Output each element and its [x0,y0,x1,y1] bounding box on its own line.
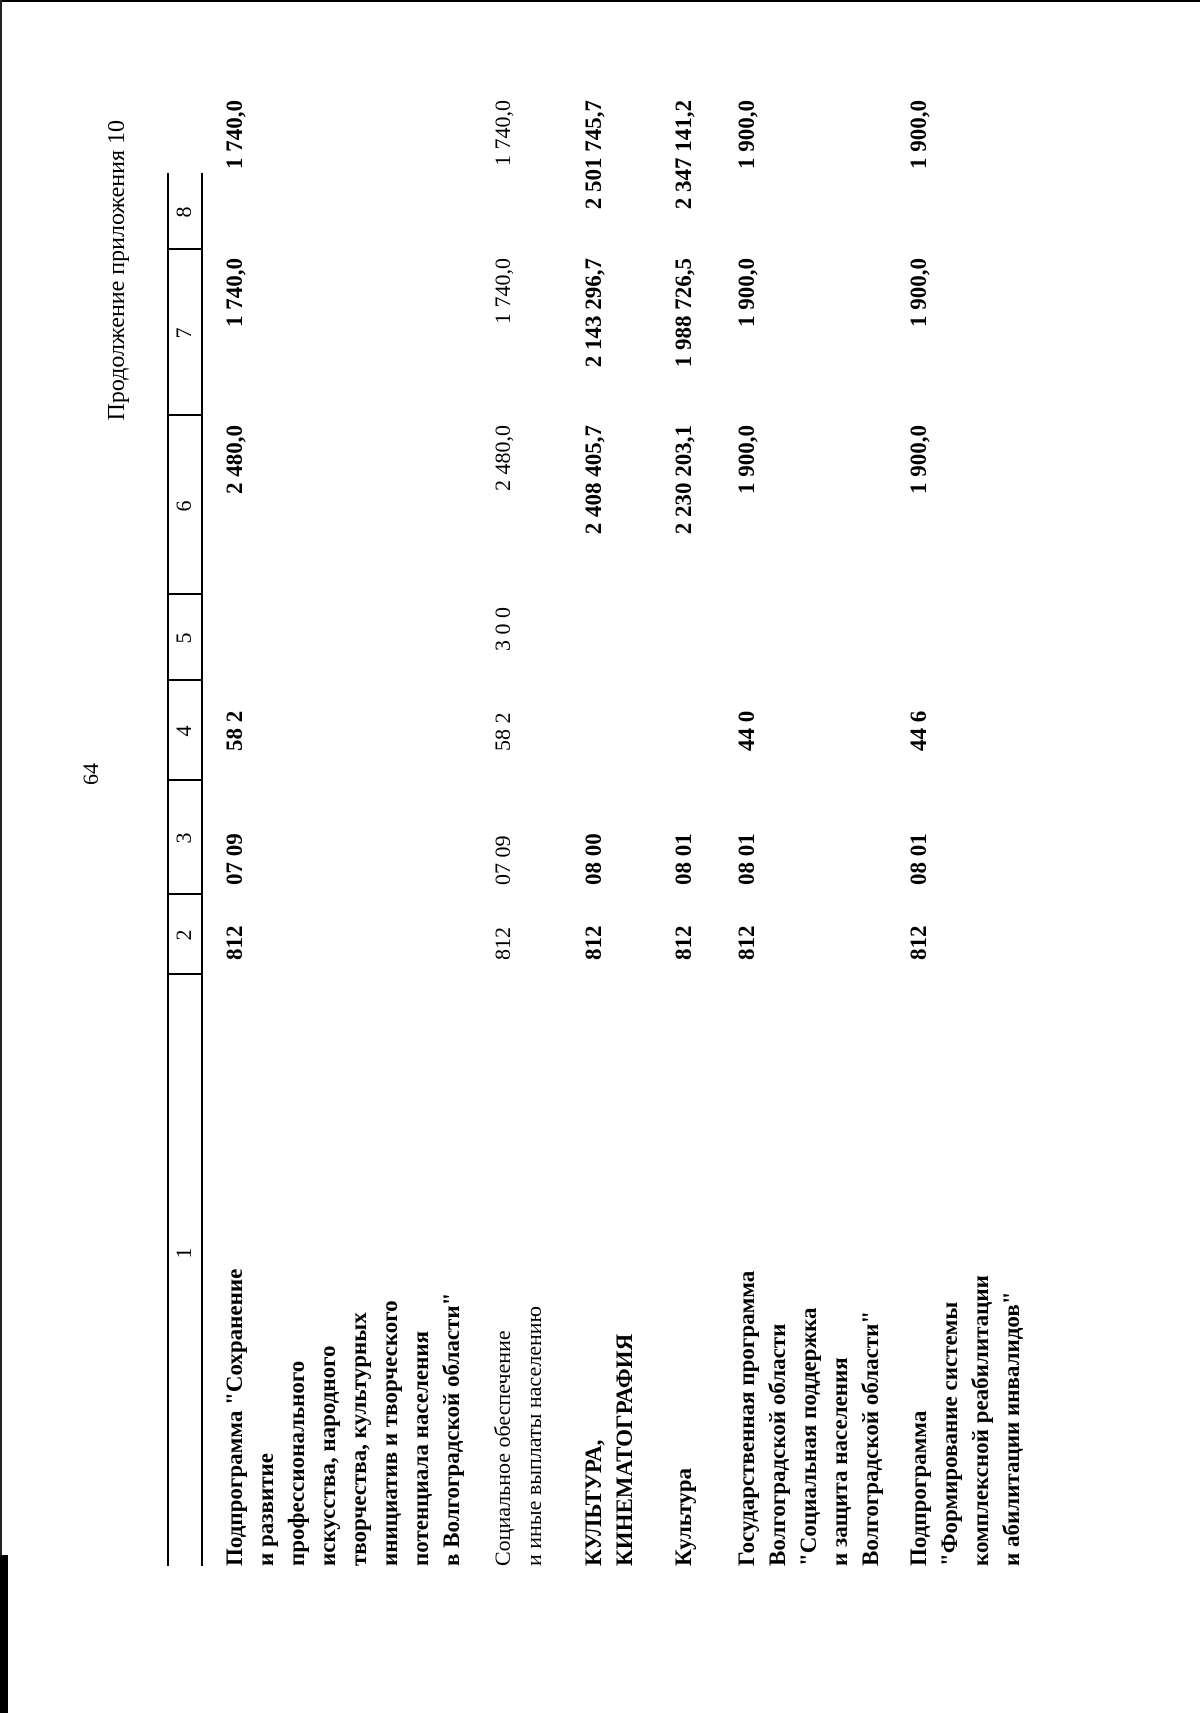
row-name [487,1306,549,1566]
header-top-rule [167,173,169,1566]
row-name-line: Волгоградской области" [858,1310,883,1566]
cell-c2: 812 [222,925,247,960]
row-name-line: Подпрограмма [906,1410,931,1566]
cell-c8: 1 740,0 [222,100,247,169]
row-name-line: "Социальная поддержка [796,1307,821,1566]
cell-c3: 08 00 [581,833,606,885]
cell-c4: 44 0 [734,710,759,751]
header-divider [167,680,201,682]
row-name-line: искусства, народного [315,1345,340,1566]
cell-c7: 1 900,0 [734,258,759,327]
cell-c7: 1 740,0 [222,258,247,327]
row-name-line: Социальное обеспечение [490,1330,515,1566]
cell-c6: 2 230 203,1 [671,425,696,535]
cell-c2: 812 [490,927,515,960]
column-header-5: 5 [171,632,196,644]
row-name-line: Государственная программа [734,1270,759,1566]
column-header-3: 3 [171,832,196,844]
cell-c2: 812 [581,925,606,960]
cell-c8: 1 900,0 [906,100,931,169]
row-name-line: и иные выплаты населению [521,1306,546,1566]
row-name-line: Подпрограмма "Сохранение [222,1268,247,1566]
row-name-line: и развитие [253,1453,278,1566]
row-name-line: творчества, культурных [346,1312,371,1566]
header-divider [167,780,201,782]
row-name-line: профессионального [284,1360,309,1566]
cell-c6: 2 480,0 [222,425,247,494]
row-name [578,1334,640,1566]
column-header-2: 2 [171,929,196,941]
column-header-4: 4 [171,725,196,737]
header-bottom-rule [201,173,203,1566]
header-divider [167,415,201,417]
row-name-line: комплексной реабилитации [968,1275,993,1566]
row-name-line: и абилитации инвалидов" [999,1291,1024,1566]
cell-c8: 2 347 141,2 [671,100,696,210]
cell-c6: 1 900,0 [734,425,759,494]
column-header-1: 1 [171,1247,196,1259]
row-name [903,1275,1027,1566]
row-name-line: КИНЕМАТОГРАФИЯ [612,1333,637,1566]
cell-c3: 08 01 [906,833,931,885]
cell-c4: 44 6 [906,710,931,751]
cell-c7: 2 143 296,7 [581,258,606,368]
cell-c4: 58 2 [490,712,515,751]
header-divider [167,249,201,251]
cell-c6: 2 480,0 [490,425,515,491]
column-header-6: 6 [171,500,196,512]
cell-c3: 07 09 [222,833,247,885]
row-name-line: потенциала населения [408,1330,433,1566]
column-header-8: 8 [171,206,196,218]
header-divider [167,974,201,976]
cell-c7: 1 740,0 [490,258,515,324]
row-name [668,1468,699,1566]
cell-c3: 08 01 [734,833,759,885]
row-name-line: "Формирование системы [937,1301,962,1566]
cell-c3: 08 01 [671,833,696,885]
row-name-line: инициатив и творческого [377,1300,402,1566]
header-divider [167,894,201,896]
cell-c8: 1 740,0 [490,100,515,166]
continuation-label: Продолжение приложения 10 [104,120,130,421]
cell-c8: 1 900,0 [734,100,759,169]
row-name-line: Волгоградской области [765,1323,790,1566]
column-header-7: 7 [171,327,196,339]
row-name [219,1269,467,1566]
cell-c2: 812 [671,925,696,960]
page-number: 64 [78,763,103,785]
row-name-line: и защита населения [827,1357,852,1566]
cell-c2: 812 [734,925,759,960]
cell-c4: 58 2 [222,710,247,751]
row-name-line: в Волгоградской области" [439,1292,464,1566]
cell-c7: 1 988 726,5 [671,258,696,368]
cell-c6: 2 408 405,7 [581,425,606,535]
header-divider [167,594,201,596]
cell-c7: 1 900,0 [906,258,931,327]
row-name-line: Культура [671,1467,696,1566]
cell-c6: 1 900,0 [906,425,931,494]
cell-c5: 3 0 0 [490,607,515,651]
cell-c2: 812 [906,925,931,960]
cell-c8: 2 501 745,7 [581,100,606,210]
cell-c3: 07 09 [490,835,515,885]
row-name-line: КУЛЬТУРА, [581,1439,606,1566]
row-name [731,1271,886,1566]
